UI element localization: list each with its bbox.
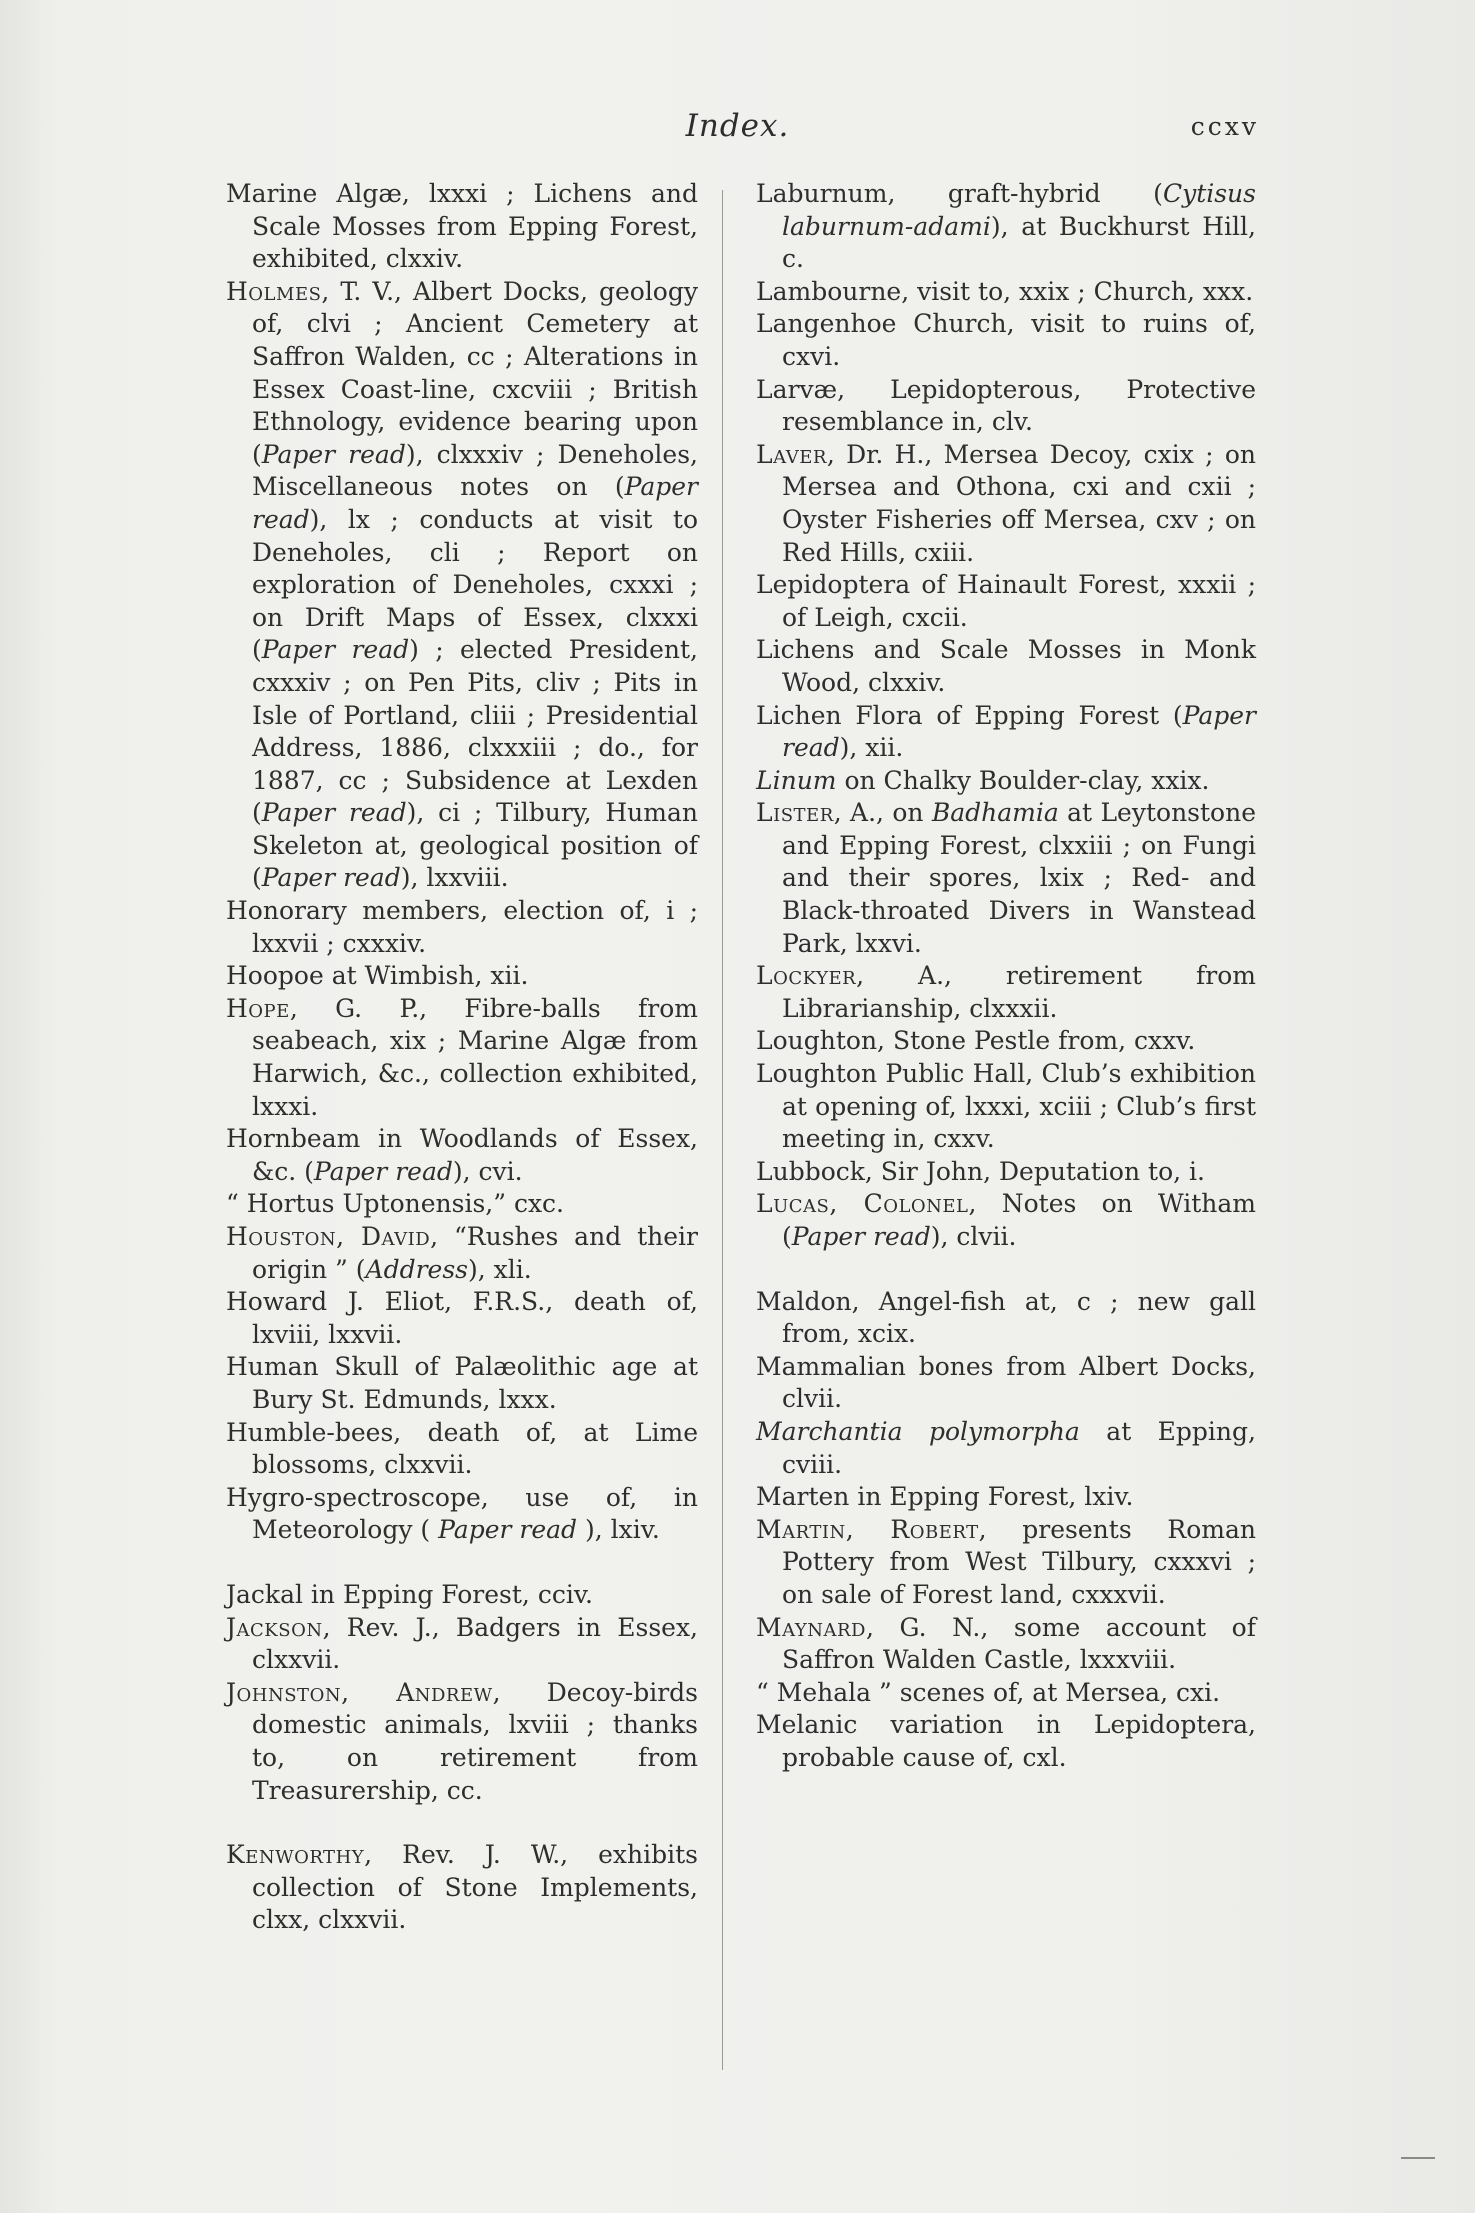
index-entry: Lepidoptera of Hainault Forest, xxxii ; of Leigh, cxcii.	[756, 570, 1256, 632]
index-entry: Honorary members, election of, i ; lxxvii ; cxxxiv.	[226, 896, 698, 958]
letter-gap	[226, 1547, 698, 1579]
index-entry: Marine Algæ, lxxxi ; Lichens and Scale Mosses from Epping Forest, exhibited, clxxiv.	[226, 179, 698, 274]
index-entry: Hornbeam in Woodlands of Essex, &c. (Paper read), cvi.	[226, 1124, 698, 1186]
index-entry: Jackson, Rev. J., Badgers in Essex, clxxvii.	[226, 1612, 698, 1675]
running-title: Index.	[685, 108, 790, 144]
index-entry: Lucas, Colonel, Notes on Witham (Paper read), clvii.	[756, 1189, 1256, 1251]
index-entry: Marten in Epping Forest, lxiv.	[756, 1482, 1134, 1512]
index-entry: Lister, A., on Badhamia at Leytonstone and Epping Forest, clxxiii ; on Fungi and their spores, lxix ; Red- and Black-throated Divers in Wanstead Park, lxxvi.	[756, 798, 1256, 958]
index-entry: “ Hortus Uptonensis,” cxc.	[226, 1189, 565, 1219]
index-entry: Mammalian bones from Albert Docks, clvii.	[756, 1351, 1256, 1414]
index-entry: Holmes, T. V., Albert Docks, geology of, clvi ; Ancient Cemetery at Saffron Walden, cc ; Alterations in Essex Coast-line, cxcviii ; British Ethnology, evidence bearing upon (Paper read), clxxxiv ; Deneholes, Miscellaneous notes on (Paper read), lx ; conducts at visit to Deneholes, cli ; Report on exploration of Deneholes, cxxxi ; on Drift Maps of Essex, clxxxi (Paper read) ; elected President, cxxxiv ; on Pen Pits, cliv ; Pits in Isle of Portland, cliii ; Presidential Address, 1886, clxxxiii ; do., for 1887, cc ; Subsidence at Lexden (Paper read), ci ; Tilbury, Human Skeleton at, geological position of (Paper read), lxxviii.	[226, 276, 699, 893]
index-entry: Loughton Public Hall, Club’s exhibition at opening of, lxxxi, xciii ; Club’s first meeting in, cxxv.	[756, 1059, 1256, 1154]
index-entry: Humble-bees, death of, at Lime blossoms, clxxvii.	[226, 1417, 698, 1480]
index-entry: Kenworthy, Rev. J. W., exhibits collection of Stone Implements, clxx, clxxvii.	[226, 1840, 698, 1935]
index-entry: Larvæ, Lepidopterous, Protective resemblance in, clv.	[756, 374, 1256, 437]
index-column-right	[756, 178, 1256, 1775]
index-entry: Jackal in Epping Forest, cciv.	[226, 1579, 593, 1609]
index-entry: Lambourne, visit to, xxix ; Church, xxx.	[756, 276, 1254, 306]
index-entry: Hygro-spectroscope, use of, in Meteorology ( Paper read ), lxiv.	[226, 1482, 698, 1545]
index-entry: Maynard, G. N., some account of Saffron Walden Castle, lxxxviii.	[756, 1612, 1256, 1675]
index-entry: Human Skull of Palæolithic age at Bury St. Edmunds, lxxx.	[226, 1352, 698, 1414]
column-divider	[722, 190, 723, 2070]
index-entry: Hoopoe at Wimbish, xii.	[226, 961, 529, 991]
index-entry: Laver, Dr. H., Mersea Decoy, cxix ; on Mersea and Othona, cxi and cxii ; Oyster Fisheries off Mersea, cxv ; on Red Hills, cxiii.	[756, 439, 1256, 567]
letter-gap	[756, 1254, 1256, 1286]
index-entry: Houston, David, “Rushes and their origin ” (Address), xli.	[226, 1222, 699, 1284]
index-entry: Loughton, Stone Pestle from, cxxv.	[756, 1026, 1196, 1056]
index-entry: Linum on Chalky Boulder-clay, xxix.	[756, 765, 1210, 795]
index-entry: Howard J. Eliot, F.R.S., death of, lxviii, lxxvii.	[226, 1287, 698, 1349]
index-entry: Melanic variation in Lepidoptera, probable cause of, cxl.	[756, 1710, 1256, 1772]
index-entry: Maldon, Angel-fish at, c ; new gall from, xcix.	[756, 1286, 1256, 1349]
index-entry: Langenhoe Church, visit to ruins of, cxvi.	[756, 309, 1256, 371]
index-entry: “ Mehala ” scenes of, at Mersea, cxi.	[756, 1677, 1221, 1707]
index-entry: Lockyer, A., retirement from Librarianship, clxxxii.	[756, 961, 1256, 1023]
index-column-left	[226, 178, 698, 1937]
index-entry: Lichens and Scale Mosses in Monk Wood, clxxiv.	[756, 635, 1256, 697]
corner-mark	[1401, 2157, 1435, 2159]
index-entry: Lichen Flora of Epping Forest (Paper read), xii.	[756, 700, 1256, 763]
index-entry: Marchantia polymorpha at Epping, cviii.	[756, 1416, 1256, 1479]
index-entry: Lubbock, Sir John, Deputation to, i.	[756, 1156, 1205, 1186]
index-entry: Hope, G. P., Fibre-balls from seabeach, xix ; Marine Algæ from Harwich, &c., collection exhibited, lxxxi.	[226, 993, 698, 1121]
index-entry: Martin, Robert, presents Roman Pottery from West Tilbury, cxxxvi ; on sale of Forest land, cxxxvii.	[756, 1514, 1256, 1609]
index-entry: Laburnum, graft-hybrid (Cytisus laburnum-adami), at Buckhurst Hill, c.	[756, 179, 1256, 274]
index-entry: Johnston, Andrew, Decoy-birds domestic animals, lxviii ; thanks to, on retirement from Treasurership, cc.	[226, 1677, 698, 1805]
letter-gap	[226, 1807, 698, 1839]
page-number: ccxv	[1190, 112, 1259, 141]
